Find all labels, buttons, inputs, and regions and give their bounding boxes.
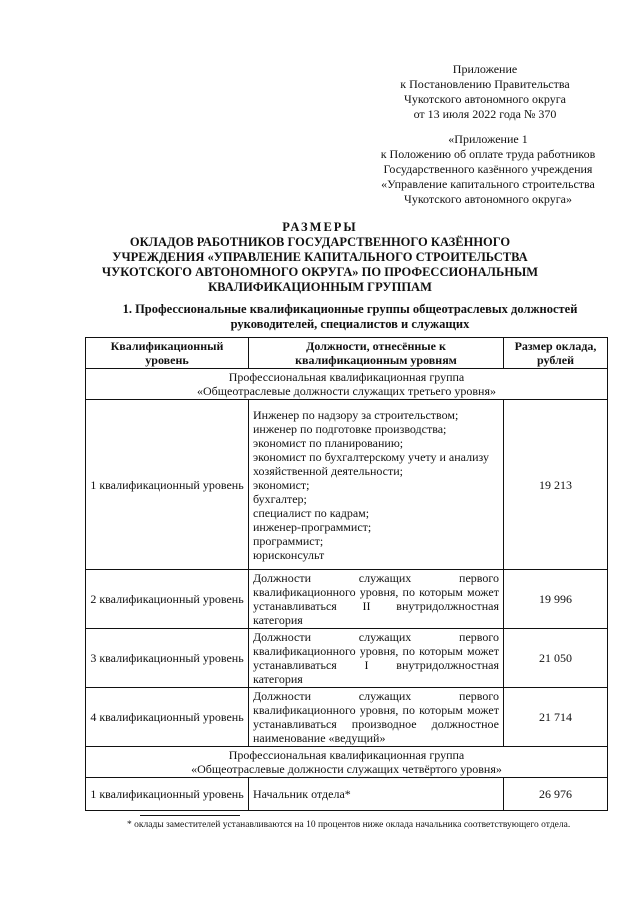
appendix-line: Чукотского автономного округа — [404, 92, 566, 106]
group-row — [86, 369, 608, 400]
appendix1-line: «Управление капитального строительства — [381, 177, 595, 191]
salary-cell: 19 996 — [504, 570, 608, 629]
header-level: Квалификационный уровень — [86, 338, 249, 369]
positions-cell: Начальник отдела* — [249, 778, 504, 811]
position-item: инженер по подготовке производства; — [253, 421, 447, 436]
title-line2: ОКЛАДОВ РАБОТНИКОВ ГОСУДАРСТВЕННОГО КАЗЁННОГО УЧРЕЖДЕНИЯ «УПРАВЛЕНИЕ КАПИТАЛЬНОГО СТРОИТЕЛЬСТВА ЧУКОТСКОГО АВТОНОМНОГО ОКРУГА» ПО ПРОФЕССИОНАЛЬНЫМ КВАЛИФИКАЦИОННЫМ ГРУППАМ — [101, 235, 539, 294]
table-row — [86, 400, 608, 570]
appendix1-line: Чукотского автономного округа» — [404, 192, 572, 206]
salary-cell: 21 714 — [504, 688, 608, 747]
document-title — [95, 220, 545, 295]
appendix1-header — [358, 132, 618, 207]
position-item: экономист; — [253, 477, 310, 492]
position-item: программист; — [253, 533, 324, 548]
table-row — [86, 629, 608, 688]
position-item: экономист по бухгалтерскому учету и анализу хозяйственной деятельности; — [253, 449, 489, 478]
appendix-line: от 13 июля 2022 года № 370 — [413, 107, 557, 121]
group2-line2: «Общеотраслевые должности служащих четвёртого уровня» — [191, 762, 502, 776]
title-line1: РАЗМЕРЫ — [282, 220, 358, 234]
header-positions: Должности, отнесённые к квалификационным уровням — [249, 338, 504, 369]
level-cell: 2 квалификационный уровень — [86, 570, 249, 629]
group2-line1: Профессиональная квалификационная группа — [228, 748, 465, 762]
position-item: юрисконсульт — [253, 547, 325, 562]
section-heading: 1. Профессиональные квалификационные группы общеотраслевых должностей руководителей, специалистов и служащих — [122, 302, 578, 331]
appendix1-line: Государственного казённого учреждения — [383, 162, 593, 176]
group1-cell — [86, 369, 608, 400]
group-row — [86, 747, 608, 778]
salary-cell: 19 213 — [504, 400, 608, 570]
positions-cell: Должности служащих первого квалификационного уровня, по которым может устанавливаться производное должностное наименование «ведущий» — [249, 688, 504, 747]
group1-line2: «Общеотраслевые должности служащих третьего уровня» — [197, 384, 496, 398]
salary-cell: 26 976 — [504, 778, 608, 811]
position-item: инженер-программист; — [253, 519, 372, 534]
header-salary: Размер оклада, рублей — [504, 338, 608, 369]
group2-cell — [86, 747, 608, 778]
appendix1-line: «Приложение 1 — [448, 132, 528, 146]
level-cell: 4 квалификационный уровень — [86, 688, 249, 747]
appendix-line: к Постановлению Правительства — [400, 77, 570, 91]
salary-cell: 21 050 — [504, 629, 608, 688]
level-cell: 1 квалификационный уровень — [86, 778, 249, 811]
level-cell: 1 квалификационный уровень — [86, 400, 249, 570]
footnote: * оклады заместителей устанавливаются на 10 процентов ниже оклада начальника соответствующего отдела. — [127, 820, 571, 830]
table-header-row — [86, 338, 608, 369]
appendix-header — [380, 62, 590, 122]
position-item: специалист по кадрам; — [253, 505, 370, 520]
position-item: Инженер по надзору за строительством; — [253, 407, 459, 422]
table-row — [86, 778, 608, 811]
salary-table — [85, 337, 608, 811]
footnote-separator — [140, 815, 240, 816]
positions-cell: Должности служащих первого квалификационного уровня, по которым может устанавливаться I внутридолжностная категория — [249, 629, 504, 688]
group1-line1: Профессиональная квалификационная группа — [228, 370, 465, 384]
positions-cell — [249, 400, 504, 570]
positions-cell: Должности служащих первого квалификационного уровня, по которым может устанавливаться II внутридолжностная категория — [249, 570, 504, 629]
appendix-line: Приложение — [452, 62, 518, 76]
position-item: бухгалтер; — [253, 491, 307, 506]
table-row — [86, 688, 608, 747]
appendix1-line: к Положению об оплате труда работников — [380, 147, 596, 161]
position-item: экономист по планированию; — [253, 435, 404, 450]
table-row — [86, 570, 608, 629]
level-cell: 3 квалификационный уровень — [86, 629, 249, 688]
